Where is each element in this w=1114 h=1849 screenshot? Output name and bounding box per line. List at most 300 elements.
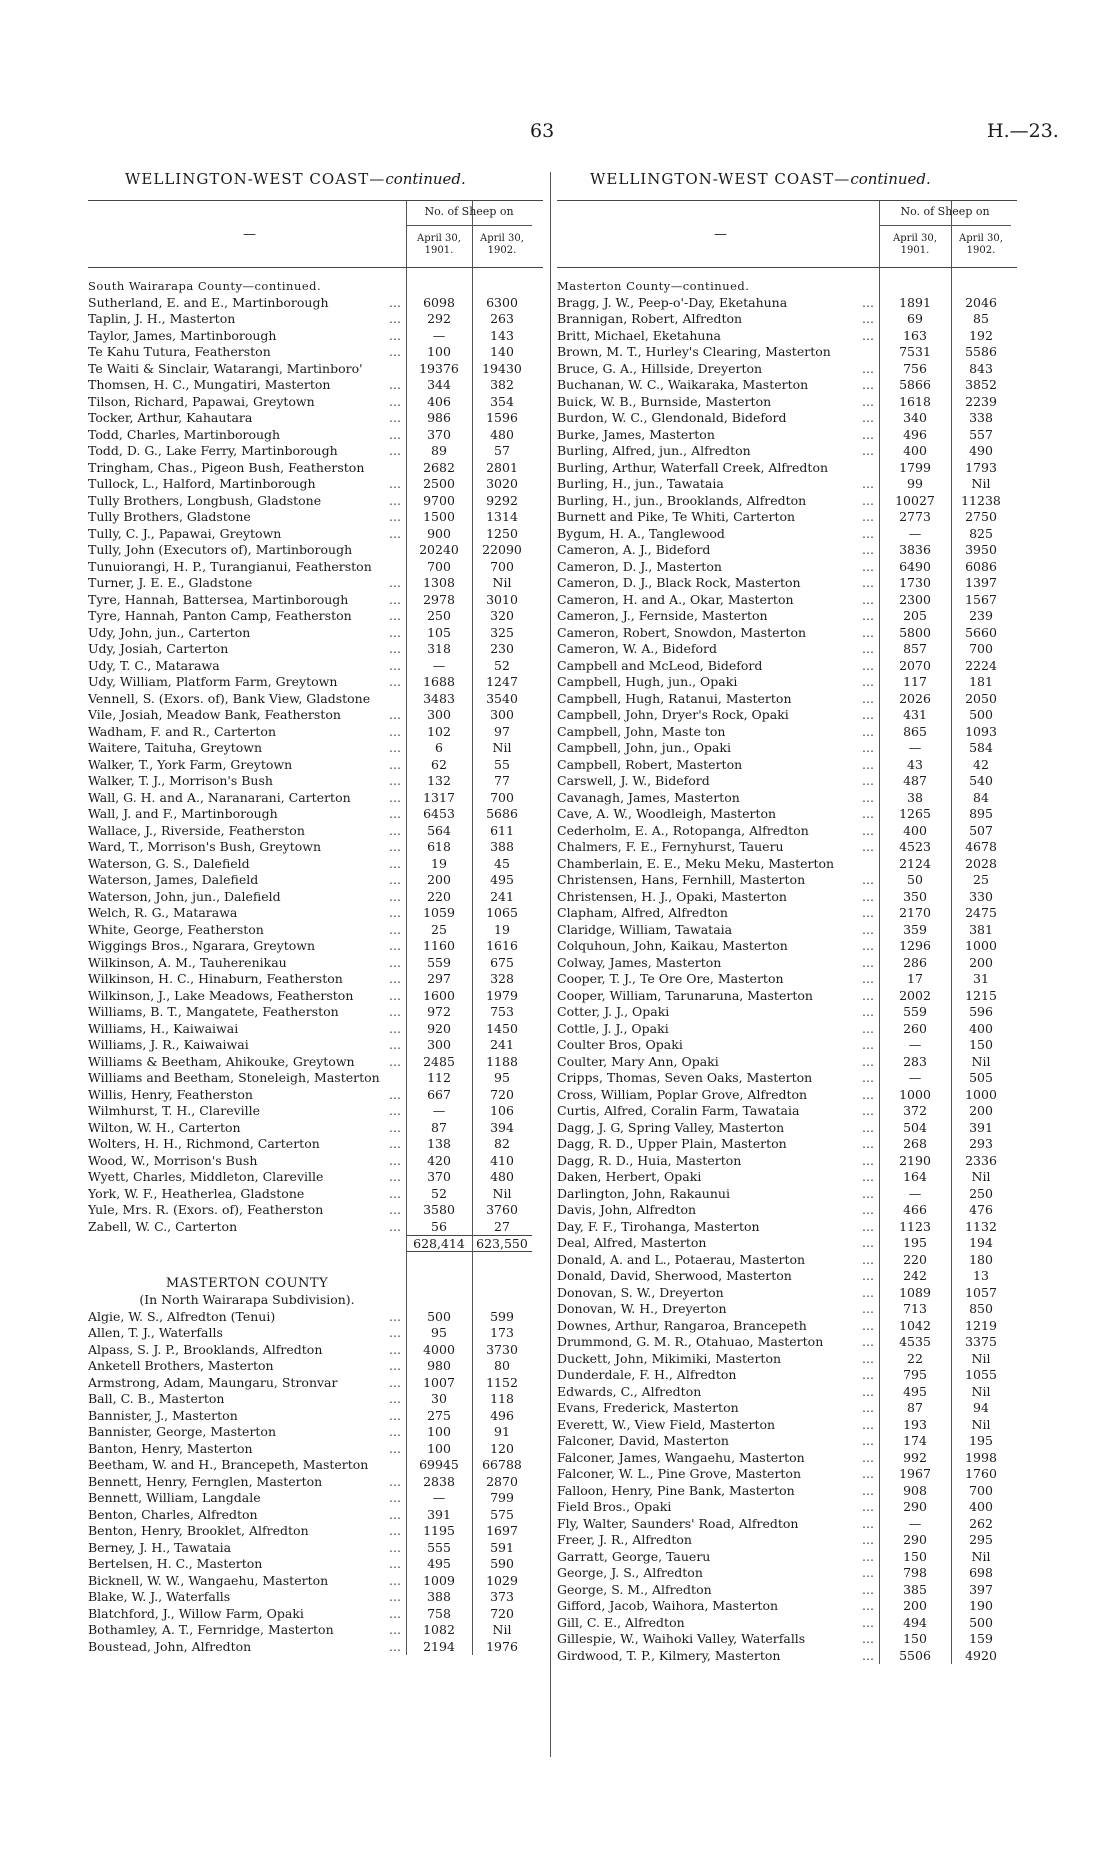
leader-dots: ...	[862, 1317, 874, 1333]
table-row	[88, 1424, 543, 1441]
sheep-1901-cell: 174	[903, 1433, 927, 1448]
table-row	[557, 559, 1017, 576]
sheep-1901-cell: 4000	[423, 1341, 455, 1357]
sheep-1902-cell: 799	[490, 1490, 514, 1505]
owner-name-cell: Christensen, Hans, Fernhill, Masterton	[557, 872, 806, 887]
sheep-1902-cell: 3852	[965, 377, 997, 392]
table-row	[557, 674, 1017, 691]
table-row	[88, 394, 543, 411]
sheep-1901-cell: 100	[427, 1424, 451, 1439]
table-row	[557, 575, 1017, 592]
owner-name-cell: Williams & Beetham, Ahikouke, Greytown	[88, 1053, 355, 1069]
leader-dots: ...	[862, 1169, 874, 1184]
owner-name-cell: Colquhoun, John, Kaikau, Masterton	[557, 938, 788, 953]
leader-dots: ...	[862, 608, 874, 623]
owner-name-cell: Tully, John (Executors of), Martinborough	[88, 542, 353, 557]
sheep-1901-cell: 17	[907, 971, 923, 986]
owner-name-cell: Ward, T., Morrison's Bush, Greytown	[88, 839, 322, 854]
owner-name-cell: Wolters, H. H., Richmond, Carterton	[88, 1136, 320, 1151]
sheep-1902-cell: 325	[490, 624, 514, 640]
leader-dots	[857, 344, 879, 361]
leader-dots: ...	[862, 1185, 874, 1201]
owner-name-cell: Wilton, W. H., Carterton	[88, 1119, 241, 1135]
sheep-1902-cell: 2870	[486, 1473, 518, 1489]
table-row	[88, 1375, 543, 1392]
table-row	[88, 460, 543, 477]
leader-dots: ...	[862, 1466, 874, 1481]
sheep-1901-cell: 420	[427, 1152, 451, 1168]
sheep-1902-cell: 328	[490, 971, 514, 986]
owner-name-cell: Willis, Henry, Featherston	[88, 1086, 253, 1102]
table-header	[88, 200, 543, 268]
table-row	[88, 1589, 543, 1606]
leader-dots: ...	[862, 591, 874, 607]
owner-name-cell: Wallace, J., Riverside, Featherston	[88, 822, 305, 838]
owner-name-cell: Williams, B. T., Mangatete, Featherston	[88, 1004, 339, 1019]
sheep-1902-cell: 400	[969, 1020, 993, 1036]
table-row	[88, 1342, 543, 1359]
leader-dots: ...	[389, 1374, 401, 1390]
sheep-1901-cell: 700	[427, 558, 451, 574]
table-row	[557, 938, 1017, 955]
table-row	[88, 361, 543, 378]
sheep-1902-cell: 507	[969, 822, 993, 838]
sheep-1902-cell: 381	[969, 921, 993, 937]
owner-name-cell: Curtis, Alfred, Coralin Farm, Tawataia	[557, 1103, 800, 1118]
sheep-1902-cell: 25	[973, 872, 989, 887]
owner-name-cell: Campbell and McLeod, Bideford	[557, 657, 763, 673]
owner-name-cell: Dagg, R. D., Huia, Masterton	[557, 1152, 742, 1168]
owner-name-cell: Tocker, Arthur, Kahautara	[88, 410, 253, 425]
report-code: H.—23.	[987, 120, 1059, 142]
sheep-1902-cell: 700	[490, 558, 514, 574]
sheep-1902-cell: 173	[490, 1325, 514, 1340]
table-row	[557, 1433, 1017, 1450]
leader-dots: ...	[862, 377, 874, 392]
sheep-1902-cell: 150	[969, 1037, 993, 1052]
sheep-1901-cell: 4535	[899, 1334, 931, 1349]
sheep-1901-cell: 105	[427, 624, 451, 640]
leader-dots: ...	[862, 1350, 874, 1366]
sheep-1902-cell: 480	[490, 426, 514, 442]
owner-name-cell: Udy, T. C., Matarawa	[88, 657, 220, 673]
sheep-1902-cell: 480	[490, 1169, 514, 1184]
sheep-1902-cell: 2050	[965, 690, 997, 706]
header-rule	[406, 225, 532, 226]
leader-dots: ...	[389, 1440, 401, 1456]
owner-name-cell: Te Kahu Tutura, Featherston	[88, 344, 271, 359]
sheep-1901-cell: 6453	[423, 806, 455, 821]
table-row	[557, 592, 1017, 609]
sheep-1901-cell: 2485	[423, 1053, 455, 1069]
leader-dots: ...	[862, 872, 874, 887]
owner-name-cell: Burling, Alfred, jun., Alfredton	[557, 443, 751, 458]
sheep-1902-cell: 495	[490, 872, 514, 887]
sheep-1901-cell: 2170	[899, 905, 931, 920]
owner-name-cell: Walker, T. J., Morrison's Bush	[88, 773, 273, 788]
subdivision-heading: (In North Wairarapa Subdivision).	[139, 1292, 355, 1307]
table-row	[557, 922, 1017, 939]
table-row	[557, 1499, 1017, 1516]
owner-name-cell: Cooper, T. J., Te Ore Ore, Masterton	[557, 971, 784, 986]
leader-dots: ...	[389, 789, 401, 805]
sheep-1902-cell: 382	[490, 377, 514, 392]
owner-name-cell: Coulter Bros, Opaki	[557, 1037, 683, 1052]
owner-name-cell: York, W. F., Heatherlea, Gladstone	[88, 1185, 305, 1201]
sheep-1901-cell: 857	[903, 641, 927, 656]
sheep-1902-cell: 895	[969, 806, 993, 821]
owner-name-cell: Williams, H., Kaiwaiwai	[88, 1020, 239, 1036]
sheep-1902-cell: 6086	[965, 558, 997, 574]
leader-dots: ...	[389, 311, 401, 326]
table-row	[88, 1004, 543, 1021]
sheep-1902-cell: 143	[490, 327, 514, 343]
sheep-1901-cell: 1500	[423, 509, 455, 524]
year-1902-heading: April 30, 1902.	[959, 233, 1003, 256]
table-row	[557, 641, 1017, 658]
leader-dots: ...	[862, 1235, 874, 1250]
sheep-1901-cell: 100	[427, 1440, 451, 1456]
owner-name-cell: Cameron, Robert, Snowdon, Masterton	[557, 624, 807, 640]
table-row	[88, 856, 543, 873]
owner-name-cell: Cameron, J., Fernside, Masterton	[557, 608, 768, 623]
sheep-1901-cell: 555	[427, 1539, 451, 1555]
leader-dots: ...	[862, 410, 874, 425]
owner-name-cell: Ball, C. B., Masterton	[88, 1391, 225, 1406]
owner-name-cell: Wall, J. and F., Martinborough	[88, 806, 278, 821]
sheep-1901-cell: 500	[427, 1308, 451, 1324]
sheep-1901-cell: 2026	[899, 690, 931, 706]
sheep-1901-cell: 564	[427, 822, 451, 838]
sheep-1902-cell: 300	[490, 707, 514, 722]
sheep-1902-cell: 22090	[482, 542, 522, 557]
leader-dots: ...	[389, 1325, 401, 1340]
sheep-1901-cell: 1265	[899, 806, 931, 821]
sheep-1901-cell: 2194	[423, 1638, 455, 1654]
leader-dots: ...	[389, 624, 401, 640]
owner-name-cell: Cripps, Thomas, Seven Oaks, Masterton	[557, 1070, 813, 1085]
owner-name-cell: Williams, J. R., Kaiwaiwai	[88, 1037, 249, 1052]
leader-dots: ...	[389, 608, 401, 623]
leader-dots: ...	[862, 1152, 874, 1168]
table-row	[557, 295, 1017, 312]
leader-dots: ...	[862, 822, 874, 838]
table-row	[88, 1136, 543, 1153]
owner-name-cell: Dunderdale, F. H., Alfredton	[557, 1367, 737, 1382]
table-row	[557, 1285, 1017, 1302]
owner-name-cell: Waterson, James, Dalefield	[88, 872, 259, 887]
sheep-1901-cell: 1618	[899, 393, 931, 409]
sheep-1901-cell: 62	[431, 756, 447, 772]
table-row	[557, 872, 1017, 889]
leader-dots: ...	[389, 822, 401, 838]
sheep-1902-cell: 9292	[486, 492, 518, 508]
table-row	[557, 1268, 1017, 1285]
owner-name-cell: Buick, W. B., Burnside, Masterton	[557, 393, 772, 409]
table-row	[557, 377, 1017, 394]
table-row	[88, 1120, 543, 1137]
sheep-1902-cell: 591	[490, 1539, 514, 1555]
owner-name-cell: Burling, H., jun., Tawataia	[557, 476, 724, 491]
sheep-1901-cell: 1000	[899, 1086, 931, 1102]
sheep-1902-cell: 843	[969, 360, 993, 376]
sheep-1901-cell: 95	[431, 1325, 447, 1340]
sheep-1902-cell: 2046	[965, 294, 997, 310]
sheep-1902-cell: 1055	[965, 1367, 997, 1382]
table-body	[88, 268, 543, 1655]
owner-name-cell: Burling, H., jun., Brooklands, Alfredton	[557, 492, 807, 508]
sheep-1902-cell: 6300	[486, 294, 518, 310]
sheep-1902-cell: 77	[494, 773, 510, 788]
sheep-1901-cell: 4523	[899, 839, 931, 854]
sheep-1902-cell: 66788	[482, 1457, 522, 1472]
sheep-count-heading: No. of Sheep on	[424, 205, 514, 218]
sheep-1901-cell: 1160	[423, 938, 455, 953]
sheep-1902-cell: 1998	[965, 1449, 997, 1465]
sheep-1901-cell: 618	[427, 839, 451, 854]
sheep-1902-cell: 263	[490, 311, 514, 326]
sheep-1902-cell: 675	[490, 954, 514, 970]
sheep-1901-cell: 2190	[899, 1152, 931, 1168]
leader-dots: ...	[389, 1622, 401, 1637]
leader-dots: ...	[862, 1647, 874, 1663]
leader-dots: ...	[862, 756, 874, 772]
sheep-1901-cell: 1195	[423, 1523, 455, 1538]
leader-dots: ...	[862, 476, 874, 491]
table-row	[557, 509, 1017, 526]
sheep-1901-cell: 1296	[899, 938, 931, 953]
leader-dots: ...	[862, 641, 874, 656]
leader-dots: ...	[389, 591, 401, 607]
table-row	[557, 1004, 1017, 1021]
sheep-1901-cell: —	[432, 327, 446, 343]
sheep-1901-cell: 205	[903, 608, 927, 623]
table-row	[88, 1606, 543, 1623]
sheep-1901-cell: 2002	[899, 987, 931, 1003]
sheep-1901-cell: 1799	[899, 459, 931, 475]
sheep-1902-cell: 394	[490, 1119, 514, 1135]
sheep-1901-cell: 1089	[899, 1284, 931, 1300]
leader-dots: ...	[862, 575, 874, 590]
sheep-1902-cell: 330	[969, 888, 993, 904]
owner-name-cell: Beetham, W. and H., Brancepeth, Masterton	[88, 1457, 369, 1472]
sheep-1901-cell: 350	[903, 888, 927, 904]
sheep-1901-cell: 370	[427, 426, 451, 442]
leader-dots	[384, 559, 406, 576]
owner-name-cell: Field Bros., Opaki	[557, 1499, 672, 1514]
sheep-1902-cell: 241	[490, 1037, 514, 1052]
table-row	[557, 361, 1017, 378]
sheep-1902-cell: 5660	[965, 624, 997, 640]
leader-dots	[857, 856, 879, 873]
owner-name-cell: Davis, John, Alfredton	[557, 1202, 697, 1217]
owner-name-cell: Freer, J. R., Alfredton	[557, 1532, 692, 1547]
table-row	[557, 625, 1017, 642]
leader-dots: ...	[862, 1202, 874, 1217]
owner-name-cell: Boustead, John, Alfredton	[88, 1638, 252, 1654]
sheep-1901-cell: 69	[907, 311, 923, 326]
owner-name-cell: White, George, Featherston	[88, 921, 264, 937]
sheep-1902-cell: 45	[494, 855, 510, 871]
table-row	[88, 1573, 543, 1590]
sheep-1902-cell: 373	[490, 1589, 514, 1604]
owner-name-cell: Te Waiti & Sinclair, Watarangi, Martinboro'	[88, 360, 363, 376]
sheep-1901-cell: 20240	[419, 542, 459, 557]
table-row	[557, 988, 1017, 1005]
sheep-1901-cell: 6098	[423, 294, 455, 310]
table-row	[557, 526, 1017, 543]
sheep-1901-cell: 920	[427, 1020, 451, 1036]
sheep-1901-cell: 195	[903, 1235, 927, 1250]
sheep-1901-cell: 2978	[423, 591, 455, 607]
owner-name-cell: Deal, Alfred, Masterton	[557, 1235, 707, 1250]
table-row	[88, 625, 543, 642]
sheep-1901-cell: 99	[907, 476, 923, 491]
table-row	[88, 344, 543, 361]
description-column-heading: —	[243, 227, 256, 242]
sheep-1902-cell: 195	[969, 1433, 993, 1448]
sheep-1902-cell: 1000	[965, 1086, 997, 1102]
sheep-1901-cell: 6	[435, 740, 443, 755]
sheep-1901-cell: 5866	[899, 377, 931, 392]
sheep-1902-cell: 720	[490, 1605, 514, 1621]
sheep-1902-cell: 42	[973, 756, 989, 772]
table-row	[88, 542, 543, 559]
table-row	[557, 311, 1017, 328]
sheep-1902-cell: 500	[969, 1614, 993, 1630]
owner-name-cell: Burdon, W. C., Glendonald, Bideford	[557, 410, 787, 425]
sheep-count-heading: No. of Sheep on	[900, 205, 990, 218]
sheep-1902-cell: 1450	[486, 1020, 518, 1036]
sheep-1902-cell: 159	[969, 1631, 993, 1646]
leader-dots	[384, 1070, 406, 1087]
sheep-1902-cell: 1215	[965, 987, 997, 1003]
sheep-1902-cell: 3730	[486, 1341, 518, 1357]
sheep-1901-cell: 2773	[899, 509, 931, 524]
sheep-1901-cell: 260	[903, 1020, 927, 1036]
leader-dots: ...	[389, 1341, 401, 1357]
leader-dots: ...	[862, 905, 874, 920]
owner-name-cell: Buchanan, W. C., Waikaraka, Masterton	[557, 377, 809, 392]
owner-name-cell: Fly, Walter, Saunders' Road, Alfredton	[557, 1515, 799, 1531]
sheep-1902-cell: 397	[969, 1581, 993, 1597]
table-row	[557, 608, 1017, 625]
leader-dots: ...	[862, 806, 874, 821]
table-row	[88, 526, 543, 543]
sheep-1902-cell: 1057	[965, 1284, 997, 1300]
sheep-1901-cell: 132	[427, 773, 451, 788]
sheep-1902-cell: 410	[490, 1152, 514, 1168]
leader-dots: ...	[389, 971, 401, 986]
leader-dots: ...	[389, 1539, 401, 1555]
sheep-1901-cell: 487	[903, 773, 927, 788]
sheep-1902-cell: 1397	[965, 575, 997, 590]
table-row	[88, 1639, 543, 1656]
leader-dots: ...	[862, 1367, 874, 1382]
sheep-1901-cell: 495	[903, 1383, 927, 1399]
sheep-1902-cell: 5586	[965, 344, 997, 359]
sheep-1902-cell: 825	[969, 525, 993, 541]
table-row	[557, 707, 1017, 724]
table-row	[557, 542, 1017, 559]
sheep-1902-cell: 295	[969, 1532, 993, 1547]
owner-name-cell: Burke, James, Masterton	[557, 426, 715, 442]
leader-dots: ...	[389, 426, 401, 442]
sheep-1902-cell: 338	[969, 410, 993, 425]
leader-dots: ...	[389, 509, 401, 524]
owner-name-cell: Day, F. F., Tirohanga, Masterton	[557, 1218, 760, 1234]
table-row	[88, 955, 543, 972]
owner-name-cell: Darlington, John, Rakaunui	[557, 1185, 730, 1201]
table-row	[88, 724, 543, 741]
leader-dots: ...	[862, 723, 874, 739]
table-row	[557, 1582, 1017, 1599]
table-row	[88, 938, 543, 955]
sheep-1902-cell: 1616	[486, 938, 518, 953]
leader-dots: ...	[389, 443, 401, 458]
sheep-1902-cell: 85	[973, 311, 989, 326]
sheep-1901-cell: 9700	[423, 492, 455, 508]
leader-dots: ...	[862, 1449, 874, 1465]
sheep-1902-cell: 5686	[486, 806, 518, 821]
sheep-1902-cell: 698	[969, 1565, 993, 1580]
table-row	[557, 460, 1017, 477]
owner-name-cell: Christensen, H. J., Opaki, Masterton	[557, 888, 787, 904]
owner-name-cell: Waterson, G. S., Dalefield	[88, 855, 250, 871]
owner-name-cell: Berney, J. H., Tawataia	[88, 1539, 232, 1555]
left-column-title: WELLINGTON-WEST COAST—continued.	[125, 170, 466, 188]
leader-dots: ...	[862, 773, 874, 788]
sheep-1902-cell: 118	[490, 1391, 514, 1406]
sheep-1902-cell: 230	[490, 641, 514, 656]
sheep-1902-cell: 3010	[486, 591, 518, 607]
owner-name-cell: Cottle, J. J., Opaki	[557, 1020, 669, 1036]
leader-dots: ...	[862, 1416, 874, 1432]
sheep-1902-cell: 2336	[965, 1152, 997, 1168]
sheep-1901-cell: —	[432, 657, 446, 673]
table-row	[557, 1466, 1017, 1483]
owner-name-cell: Tringham, Chas., Pigeon Bush, Featherston	[88, 459, 365, 475]
owner-name-cell: Vennell, S. (Exors. of), Bank View, Gladstone	[88, 690, 371, 706]
sheep-1901-cell: 100	[427, 344, 451, 359]
leader-dots: ...	[862, 492, 874, 508]
sheep-1901-cell: 495	[427, 1556, 451, 1571]
table-row	[88, 790, 543, 807]
owner-name-cell: Cave, A. W., Woodleigh, Masterton	[557, 806, 777, 821]
leader-dots	[857, 460, 879, 477]
sheep-1902-cell: 1132	[965, 1218, 997, 1234]
leader-dots: ...	[862, 1136, 874, 1151]
sheep-1901-cell: 22	[907, 1350, 923, 1366]
owner-name-cell: Williams and Beetham, Stoneleigh, Masterton	[88, 1070, 380, 1085]
sheep-1902-cell: Nil	[971, 476, 991, 491]
sheep-1902-cell: 623,550	[472, 1235, 532, 1252]
leader-dots: ...	[862, 509, 874, 524]
sheep-1901-cell: 756	[903, 360, 927, 376]
sheep-1901-cell: 504	[903, 1119, 927, 1135]
leader-dots: ...	[389, 1589, 401, 1604]
sheep-1902-cell: 19	[494, 921, 510, 937]
table-row	[88, 1087, 543, 1104]
owner-name-cell: Chalmers, F. E., Fernyhurst, Taueru	[557, 839, 784, 854]
sheep-1902-cell: 4678	[965, 839, 997, 854]
leader-dots: ...	[862, 1268, 874, 1283]
sheep-1902-cell: Nil	[492, 1185, 512, 1201]
leader-dots: ...	[862, 1103, 874, 1118]
table-row	[88, 691, 543, 708]
owner-name-cell: Wilkinson, J., Lake Meadows, Featherston	[88, 987, 354, 1003]
sheep-1901-cell: 87	[907, 1400, 923, 1415]
